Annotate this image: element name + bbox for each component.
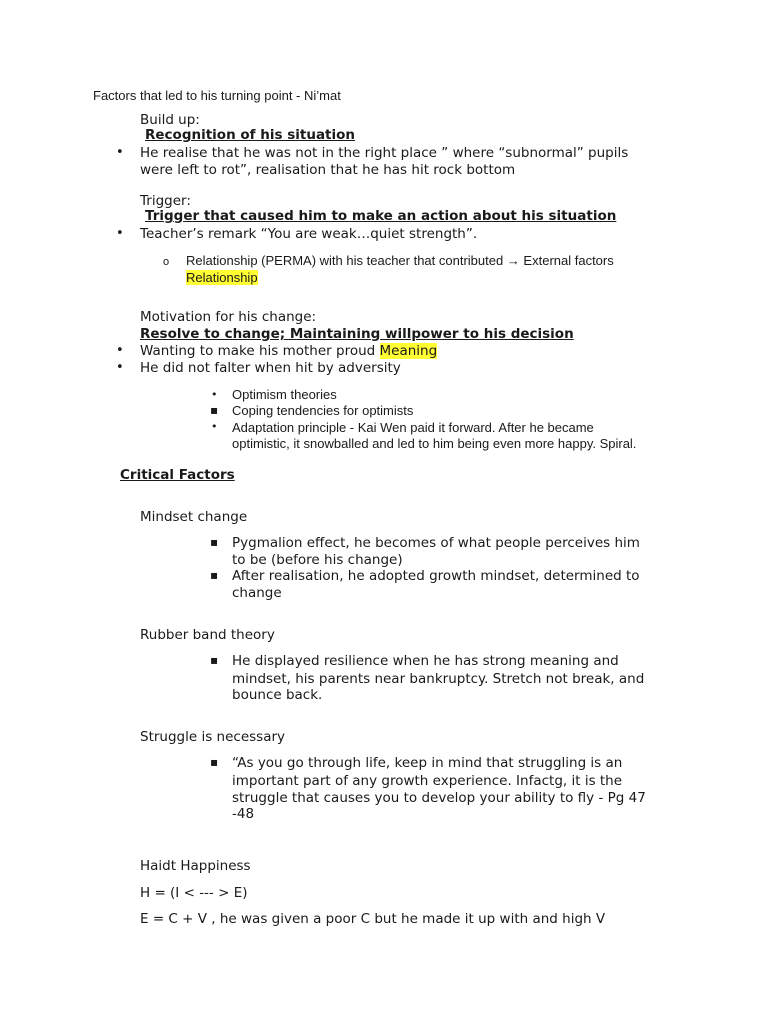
motivation-sub: Adaptation principle - Kai Wen paid it forward. After he became xyxy=(232,420,594,435)
circle-bullet-icon: o xyxy=(163,256,170,268)
motivation-bullet-2: He did not falter when hit by adversity xyxy=(140,360,401,376)
motivation-sub: Optimism theories xyxy=(232,387,337,402)
square-bullet-icon: ▪ xyxy=(210,568,219,582)
struggle-line: “As you go through life, keep in mind that struggling is an xyxy=(232,755,623,771)
bullet-icon: • xyxy=(116,343,124,358)
motivation-sub: Coping tendencies for optimists xyxy=(232,403,414,418)
mindset-label: Mindset change xyxy=(140,509,248,525)
square-bullet-icon: ▪ xyxy=(210,535,219,549)
mindset-line: change xyxy=(232,585,282,601)
struggle-line: important part of any growth experience. Infactg, it is the xyxy=(232,773,623,789)
mindset-line: After realisation, he adopted growth mindset, determined to xyxy=(232,568,640,584)
rubber-band-line: mindset, his parents near bankruptcy. Stretch not break, and xyxy=(232,671,645,687)
motivation-label: Motivation for his change: xyxy=(140,309,317,325)
rubber-band-label: Rubber band theory xyxy=(140,627,275,643)
trigger-bullet: Teacher’s remark “You are weak…quiet strength”. xyxy=(140,226,478,242)
trigger-sub-line: Relationship (PERMA) with his teacher that contributed → External factors xyxy=(186,253,614,268)
mindset-line: Pygmalion effect, he becomes of what people perceives him xyxy=(232,535,640,551)
haidt-formula-1: H = (I < --- > E) xyxy=(140,885,248,901)
trigger-sub-highlight xyxy=(186,270,258,285)
highlight-meaning: Meaning xyxy=(379,343,438,359)
highlight-relationship: Relationship xyxy=(186,270,258,285)
bullet-icon: • xyxy=(211,388,218,401)
struggle-line: struggle that causes you to develop your ability to fly - Pg 47 xyxy=(232,790,646,806)
motivation-bullet-1-text: Wanting to make his mother proud xyxy=(140,343,380,359)
critical-factors-heading: Critical Factors xyxy=(120,467,235,483)
buildup-bullet-line: He realise that he was not in the right place ” where “subnormal” pupils xyxy=(140,145,629,161)
bullet-icon: • xyxy=(211,420,218,433)
buildup-bullet-line: were left to rot”, realisation that he has hit rock bottom xyxy=(140,162,516,178)
buildup-label: Build up: xyxy=(140,112,200,128)
document-title: Factors that led to his turning point - Ni’mat xyxy=(93,88,341,103)
trigger-label: Trigger: xyxy=(140,193,191,209)
rubber-band-line: bounce back. xyxy=(232,687,323,703)
trigger-heading: Trigger that caused him to make an action about his situation xyxy=(145,208,617,224)
struggle-line: -48 xyxy=(232,806,255,822)
bullet-icon: • xyxy=(116,226,124,241)
mindset-line: to be (before his change) xyxy=(232,552,403,568)
bullet-icon: • xyxy=(116,360,124,375)
square-bullet-icon: ▪ xyxy=(210,403,219,417)
motivation-heading: Resolve to change; Maintaining willpower to his decision xyxy=(140,326,574,342)
struggle-label: Struggle is necessary xyxy=(140,729,285,745)
motivation-bullet-1 xyxy=(140,343,437,359)
buildup-heading: Recognition of his situation xyxy=(145,127,356,143)
rubber-band-line: He displayed resilience when he has strong meaning and xyxy=(232,653,619,669)
square-bullet-icon: ▪ xyxy=(210,653,219,667)
square-bullet-icon: ▪ xyxy=(210,755,219,769)
bullet-icon: • xyxy=(116,145,124,160)
haidt-formula-2: E = C + V , he was given a poor C but he made it up with and high V xyxy=(140,911,606,927)
haidt-label: Haidt Happiness xyxy=(140,858,251,874)
motivation-sub: optimistic, it snowballed and led to him being even more happy. Spiral. xyxy=(232,436,637,451)
